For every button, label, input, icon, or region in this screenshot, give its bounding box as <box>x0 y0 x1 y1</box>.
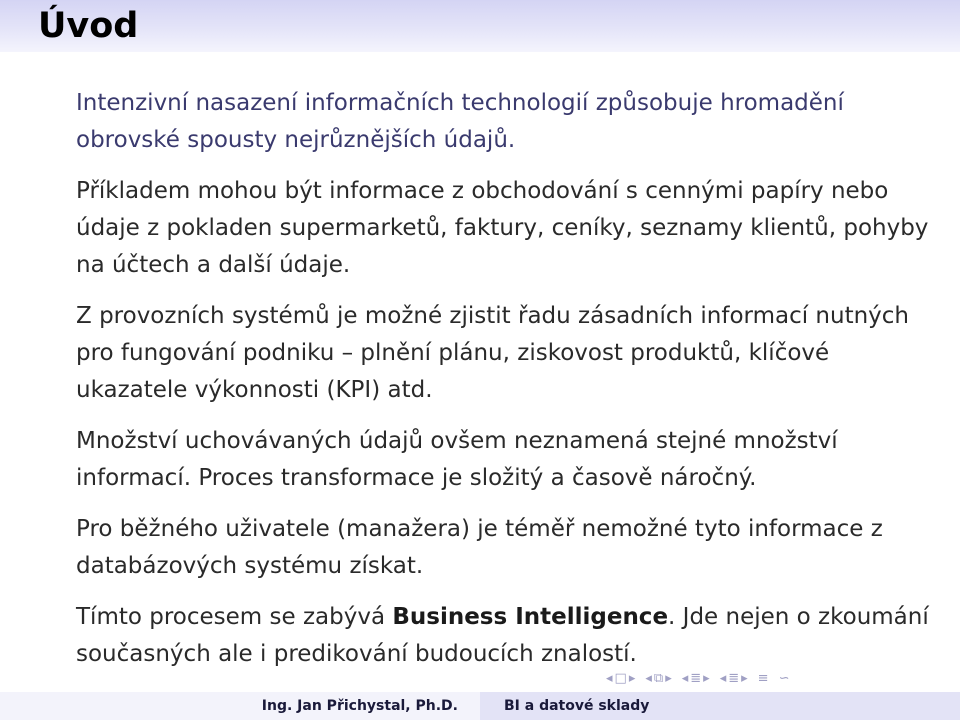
paragraph-4: Množství uchovávaných údajů ovšem neznamená stejné množství informací. Proces transformace je složitý a časově náročný. <box>76 428 838 491</box>
nav-section-group <box>682 672 710 686</box>
nav-subsection-icon[interactable]: ⧉ <box>653 671 664 686</box>
nav-frame-prev-icon[interactable]: ◂ <box>606 671 613 686</box>
nav-subsection-next-icon[interactable]: ▸ <box>665 671 672 686</box>
footer <box>0 692 960 720</box>
nav-section-prev-icon[interactable]: ◂ <box>681 671 689 686</box>
business-intelligence-term: Business Intelligence <box>392 604 669 630</box>
paragraph-5: Pro běžného uživatele (manažera) je téměř nemožné tyto informace z databázových systému získat. <box>76 516 883 579</box>
nav-document-group <box>720 672 748 686</box>
nav-frame-icon[interactable]: □ <box>614 671 627 686</box>
nav-subsection-group <box>645 672 671 686</box>
nav-document-icon[interactable]: ≣ <box>728 671 740 686</box>
slide-title: Úvod <box>38 6 139 46</box>
footer-course-panel <box>480 692 960 720</box>
nav-section-icon[interactable]: ≣ <box>690 671 702 686</box>
paragraph-6-after: . Jde nejen o zkoumání současných ale i predikování budoucích znalostí. <box>76 604 929 667</box>
paragraph-6-before: Tímto procesem se zabývá <box>76 604 393 630</box>
footer-author-panel <box>0 692 480 720</box>
beamer-navigation-bar <box>606 668 789 690</box>
nav-search-icon[interactable]: ∽ <box>778 671 790 686</box>
nav-document-prev-icon[interactable]: ◂ <box>719 671 727 686</box>
paragraph-1: Intenzivní nasazení informačních technologií způsobuje hromadění obrovské spousty nejrůznějších údajů. <box>76 90 844 153</box>
title-bar <box>0 0 960 52</box>
nav-subsection-prev-icon[interactable]: ◂ <box>645 671 652 686</box>
footer-author: Ing. Jan Přichystal, Ph.D. <box>261 698 458 714</box>
nav-align-icon[interactable]: ≡ <box>757 671 769 686</box>
nav-frame-next-icon[interactable]: ▸ <box>628 671 636 686</box>
paragraph-3: Z provozních systémů je možné zjistit řadu zásadních informací nutných pro fungování podniku – plnění plánu, ziskovost produktů, klíčové ukazatele výkonnosti (KPI) atd. <box>76 303 909 403</box>
footer-course: BI a datové sklady <box>504 698 650 714</box>
nav-frame-group <box>606 672 635 686</box>
paragraph-6 <box>76 599 946 673</box>
nav-document-next-icon[interactable]: ▸ <box>741 671 748 686</box>
slide-content <box>76 85 946 687</box>
nav-section-next-icon[interactable]: ▸ <box>703 671 710 686</box>
paragraph-2: Příkladem mohou být informace z obchodování s cennými papíry nebo údaje z pokladen supermarketů, faktury, ceníky, seznamy klientů, pohyby na účtech a další údaje. <box>76 178 929 278</box>
